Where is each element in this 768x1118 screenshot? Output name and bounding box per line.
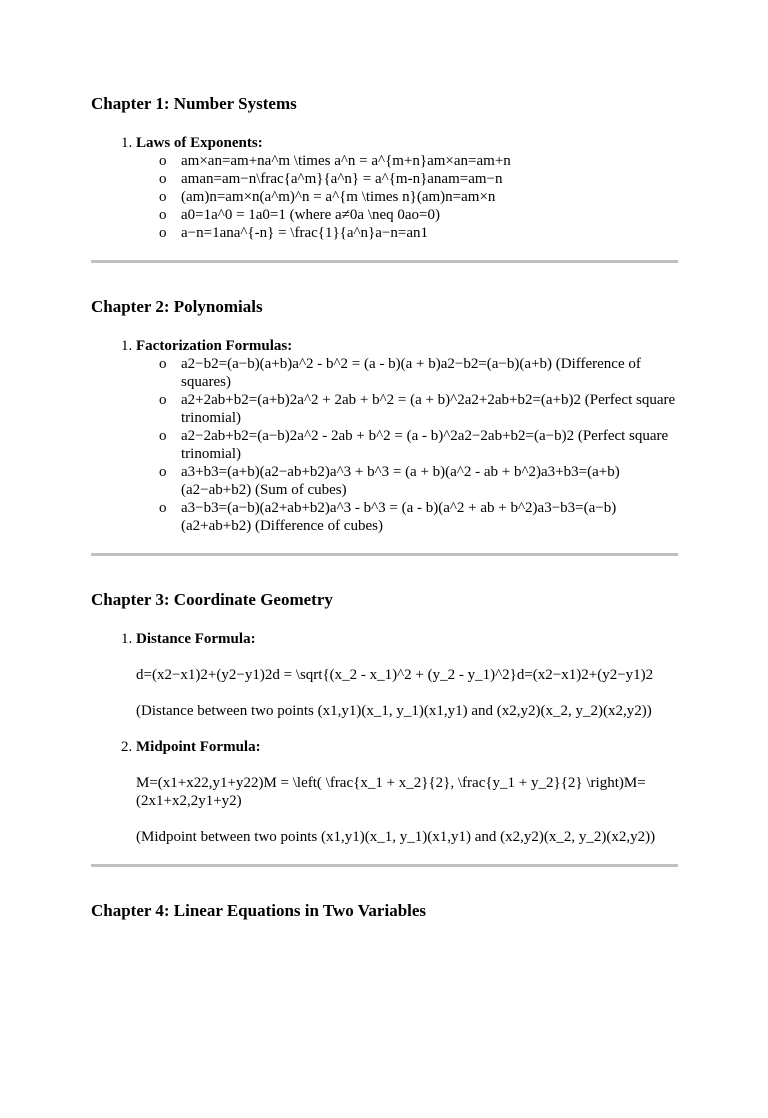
list-item: o a0=1a^0 = 1a0=1 (where a≠0a \neq 0ao=0) [181,206,678,224]
chapter-1-title: Chapter 1: Number Systems [91,94,297,113]
list-item: o a−n=1ana^{-n} = \frac{1}{a^n}a−n=an1 [181,224,678,242]
chapter-3-title: Chapter 3: Coordinate Geometry [91,590,333,609]
list-item: o a2+2ab+b2=(a+b)2a^2 + 2ab + b^2 = (a + b)^2a2+2ab+b2=(a+b)2 (Perfect square trinomial) [181,391,678,427]
factorization-formulas-heading: Factorization Formulas: [136,338,293,354]
midpoint-formula: M=(x1+x22,y1+y22)M = \left( \frac{x_1 + x_2}{2}, \frac{y_1 + y_2}{2} \right)M=(2x1+x2,2y1+y2) [136,775,646,809]
distance-formula: d=(x2−x1)2+(y2−y1)2d = \sqrt{(x_2 - x_1)^2 + (y_2 - y_1)^2}d=(x2−x1)2+(y2−y1)2 [136,667,654,683]
section-divider [91,553,678,556]
section-divider [91,864,678,867]
laws-of-exponents-heading: Laws of Exponents: [136,135,263,151]
list-item: o a2−b2=(a−b)(a+b)a^2 - b^2 = (a - b)(a + b)a2−b2=(a−b)(a+b) (Difference of squares) [181,355,678,391]
list-item: o a3−b3=(a−b)(a2+ab+b2)a^3 - b^3 = (a - b)(a^2 + ab + b^2)a3−b3=(a−b)(a2+ab+b2) (Difference of cubes) [181,499,678,535]
list-item [136,630,678,720]
distance-formula-note: (Distance between two points (x1,y1)(x_1, y_1)(x1,y1) and (x2,y2)(x_2, y_2)(x2,y2)) [136,703,652,719]
distance-formula-heading: Distance Formula: [136,631,256,647]
document-page [0,94,768,921]
list-item [136,337,678,535]
chapter-1-topic-list [91,134,678,242]
list-item: o a2−2ab+b2=(a−b)2a^2 - 2ab + b^2 = (a - b)^2a2−2ab+b2=(a−b)2 (Perfect square trinomial) [181,427,678,463]
list-item [136,134,678,242]
list-item: o (am)n=am×n(a^m)^n = a^{m \times n}(am)n=am×n [181,188,678,206]
section-divider [91,260,678,263]
midpoint-formula-heading: Midpoint Formula: [136,739,261,755]
chapter-2-title: Chapter 2: Polynomials [91,297,263,316]
list-item: o aman=am−n\frac{a^m}{a^n} = a^{m-n}anam=am−n [181,170,678,188]
list-item: o am×an=am+na^m \times a^n = a^{m+n}am×an=am+n [181,152,678,170]
exponent-formula-list [136,152,678,242]
list-item [136,738,678,846]
list-item: o a3+b3=(a+b)(a2−ab+b2)a^3 + b^3 = (a + b)(a^2 - ab + b^2)a3+b3=(a+b)(a2−ab+b2) (Sum of cubes) [181,463,678,499]
chapter-4-title: Chapter 4: Linear Equations in Two Variables [91,901,427,920]
midpoint-formula-note: (Midpoint between two points (x1,y1)(x_1, y_1)(x1,y1) and (x2,y2)(x_2, y_2)(x2,y2)) [136,829,656,845]
chapter-2-topic-list [91,337,678,535]
chapter-3-topic-list [91,630,678,846]
factorization-formula-list [136,355,678,535]
